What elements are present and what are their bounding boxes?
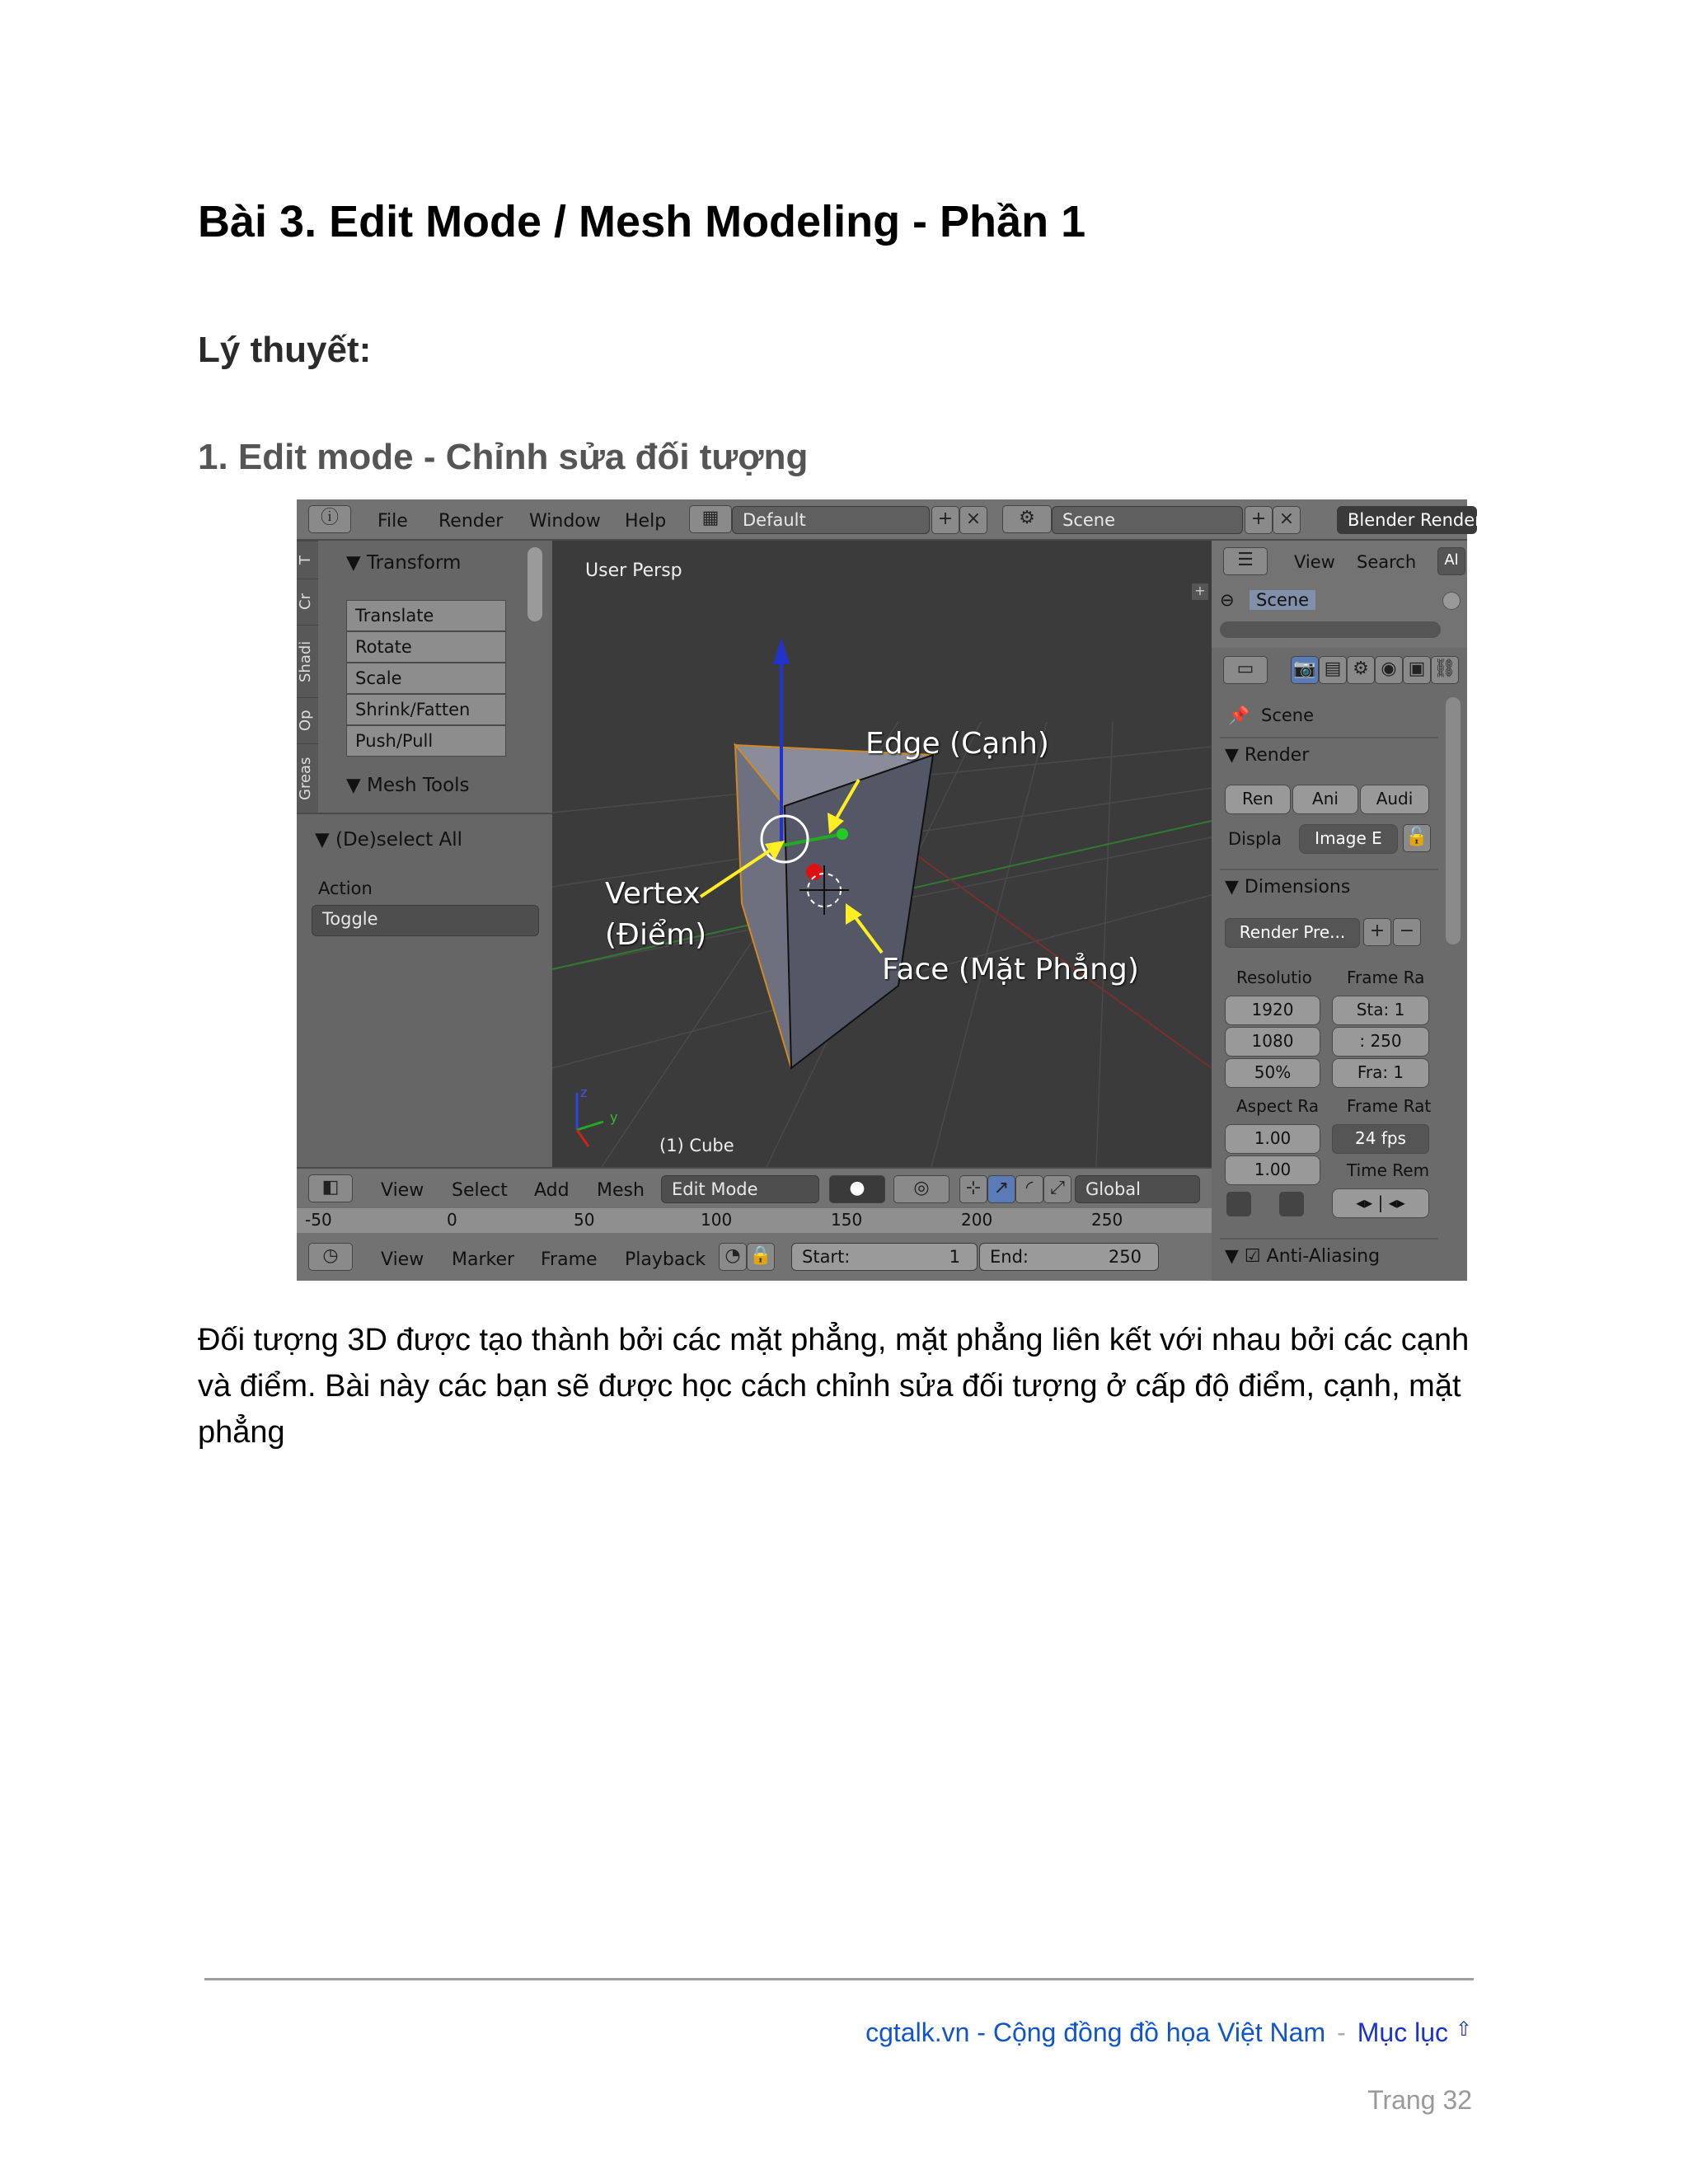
time-remapping-label: Time Rem xyxy=(1347,1160,1430,1180)
crop-checkbox[interactable] xyxy=(1279,1192,1304,1216)
toc-link[interactable] xyxy=(1357,2018,1472,2047)
render-animation-button[interactable]: Ani xyxy=(1292,785,1358,814)
y-gizmo-handle xyxy=(837,828,848,840)
rotate-manipulator-icon[interactable]: ◜ xyxy=(1015,1175,1043,1203)
close-layout-icon[interactable]: × xyxy=(959,506,987,534)
timeline-menu-frame[interactable]: Frame xyxy=(541,1249,598,1270)
outliner-collapse-icon[interactable]: ⊖ xyxy=(1220,590,1235,610)
page-title: Bài 3. Edit Mode / Mesh Modeling - Phần 1 xyxy=(198,197,1086,246)
outliner-scene-label: Scene xyxy=(1256,590,1310,610)
constraints-tab-icon[interactable]: ⛓ xyxy=(1431,656,1459,684)
viewport-header xyxy=(297,1167,1212,1208)
mode-select[interactable] xyxy=(661,1175,819,1203)
transform-header[interactable]: ▼ Transform xyxy=(346,552,462,574)
menu-render[interactable]: Render xyxy=(438,511,504,532)
tick-neg-50: -50 xyxy=(305,1210,332,1230)
prop-scene-label: Scene xyxy=(1261,705,1315,725)
section-subtitle: Lý thuyết: xyxy=(198,330,372,370)
layout-icon[interactable]: ▦ xyxy=(689,505,732,533)
shrink-fatten-button[interactable]: Shrink/Fatten xyxy=(346,694,506,725)
push-pull-button[interactable]: Push/Pull xyxy=(346,725,506,757)
translate-manipulator-icon[interactable]: ↗ xyxy=(987,1175,1015,1203)
tab-options[interactable]: Op xyxy=(297,697,318,743)
section-heading: 1. Edit mode - Chỉnh sửa đối tượng xyxy=(198,437,809,477)
tab-tools[interactable]: T xyxy=(297,541,318,579)
end-value: 250 xyxy=(1108,1247,1142,1267)
keying-icon[interactable]: ◔ xyxy=(719,1243,747,1271)
shading-icon[interactable]: ● xyxy=(829,1175,885,1203)
resolution-label: Resolutio xyxy=(1236,968,1312,987)
mesh-tools-header[interactable]: ▼ Mesh Tools xyxy=(346,775,470,796)
menu-mesh[interactable]: Mesh xyxy=(597,1180,645,1201)
render-panel-header[interactable]: ▼ Render xyxy=(1220,737,1438,773)
deselect-all-header[interactable]: ▼ (De)select All xyxy=(315,829,462,851)
translate-button[interactable]: Translate xyxy=(346,600,506,631)
axis-widget xyxy=(577,1093,603,1146)
footer-divider xyxy=(204,1978,1474,1980)
fps-select[interactable]: 24 fps xyxy=(1332,1124,1429,1154)
frame-range-label: Frame Ra xyxy=(1347,968,1425,987)
layout-field[interactable]: Default xyxy=(732,506,930,534)
footer-site-link[interactable]: cgtalk.vn - Cộng đồng đồ họa Việt Nam xyxy=(865,2018,1326,2047)
timeline-header xyxy=(297,1233,1212,1281)
tick-0: 0 xyxy=(447,1210,457,1230)
3d-viewport[interactable] xyxy=(552,541,1212,1167)
lock-icon[interactable]: 🔒 xyxy=(747,1243,775,1271)
rotate-button[interactable]: Rotate xyxy=(346,631,506,663)
footer-separator: - xyxy=(1337,2018,1346,2047)
scale-button[interactable]: Scale xyxy=(346,663,506,694)
body-paragraph: Đối tượng 3D được tạo thành bởi các mặt phẳng, mặt phẳng liên kết với nhau bởi các cạnh và điểm. Bài này các bạn sẽ được học cách chỉnh sửa đối tượng ở cấp độ điểm, cạnh, mặt phẳng xyxy=(198,1323,1470,1450)
display-lock-icon[interactable]: 🔓 xyxy=(1403,824,1431,852)
engine-field[interactable]: Blender Render xyxy=(1337,506,1477,534)
menu-view[interactable]: View xyxy=(381,1180,424,1201)
outliner-menu-search[interactable]: Search xyxy=(1357,552,1417,572)
blender-screenshot xyxy=(297,499,1482,1281)
render-audio-button[interactable]: Audi xyxy=(1360,785,1429,814)
render-tab-icon[interactable]: 📷 xyxy=(1291,656,1319,684)
mode-select-label: Edit Mode xyxy=(672,1179,758,1199)
pin-icon[interactable]: 📌 xyxy=(1228,705,1250,725)
face-annotation: Face (Mặt Phẳng) xyxy=(882,953,1139,987)
editor-type-icon[interactable]: ◧ xyxy=(308,1174,353,1202)
timeline-icon[interactable]: ◷ xyxy=(308,1243,353,1271)
tool-shelf-tabs xyxy=(297,541,318,813)
menu-help[interactable]: Help xyxy=(625,511,667,532)
edge-annotation: Edge (Cạnh) xyxy=(865,727,1049,761)
scene-icon[interactable]: ⚙ xyxy=(1002,505,1052,533)
viewport-label: User Persp xyxy=(585,560,682,581)
render-image-button[interactable]: Ren xyxy=(1225,785,1291,814)
manipulator-icon[interactable]: ⊹ xyxy=(959,1175,987,1203)
menu-add[interactable]: Add xyxy=(534,1180,570,1201)
properties-type-icon[interactable]: ▭ xyxy=(1223,656,1268,684)
outliner-scene-item[interactable] xyxy=(1250,590,1315,610)
vertex-annotation-vi: (Điểm) xyxy=(605,918,707,952)
resolution-y-field[interactable]: 1080 xyxy=(1225,1027,1320,1057)
menu-select[interactable]: Select xyxy=(452,1180,508,1201)
action-label: Action xyxy=(318,879,373,898)
add-preset-icon[interactable]: + xyxy=(1363,918,1391,946)
outliner-visibility-icon[interactable] xyxy=(1442,592,1461,610)
start-value: 1 xyxy=(949,1247,960,1267)
menu-window[interactable]: Window xyxy=(529,511,601,532)
outliner-menu-view[interactable]: View xyxy=(1294,552,1335,572)
axis-y-label: y xyxy=(610,1109,618,1125)
aspect-y-field[interactable]: 1.00 xyxy=(1225,1155,1320,1185)
tick-200: 200 xyxy=(961,1210,993,1230)
properties-scrollbar[interactable] xyxy=(1446,697,1461,944)
close-scene-icon[interactable]: × xyxy=(1273,506,1301,534)
frame-rate-label: Frame Rat xyxy=(1347,1096,1432,1116)
tick-100: 100 xyxy=(701,1210,733,1230)
scene-field[interactable]: Scene xyxy=(1052,506,1243,534)
display-label: Displa xyxy=(1228,829,1282,849)
remove-preset-icon[interactable]: − xyxy=(1393,918,1421,946)
start-label: Start: xyxy=(802,1247,851,1267)
end-label: End: xyxy=(990,1247,1029,1267)
add-layout-icon[interactable]: + xyxy=(931,506,959,534)
tick-250: 250 xyxy=(1091,1210,1123,1230)
object-tab-icon[interactable]: ▣ xyxy=(1403,656,1431,684)
aspect-ratio-label: Aspect Ra xyxy=(1236,1096,1320,1116)
time-remap-fields[interactable]: ◂▸ | ◂▸ xyxy=(1332,1188,1429,1218)
active-object-label: (1) Cube xyxy=(659,1136,734,1155)
tab-create[interactable]: Cr xyxy=(297,579,318,625)
menu-file[interactable]: File xyxy=(377,511,408,532)
cube-front-face xyxy=(785,755,933,1068)
outliner xyxy=(1212,541,1467,648)
frame-step-field[interactable]: Fra: 1 xyxy=(1332,1058,1429,1088)
end-frame-field[interactable] xyxy=(979,1243,1159,1271)
pivot-icon[interactable]: ◎ xyxy=(893,1175,950,1203)
timeline-menu-marker[interactable]: Marker xyxy=(452,1249,515,1270)
timeline-ruler[interactable] xyxy=(297,1208,1212,1233)
tool-shelf xyxy=(297,541,552,1231)
anti-aliasing-label: Anti-Aliasing xyxy=(1266,1246,1381,1267)
properties-area xyxy=(1212,541,1467,1281)
layers-tab-icon[interactable]: ▤ xyxy=(1319,656,1347,684)
tab-grease-pencil[interactable]: Greas xyxy=(297,743,318,813)
tick-150: 150 xyxy=(831,1210,863,1230)
world-tab-icon[interactable]: ◉ xyxy=(1375,656,1403,684)
start-frame-field[interactable] xyxy=(791,1243,978,1271)
frame-end-field[interactable]: : 250 xyxy=(1332,1027,1429,1057)
timeline-menu-playback[interactable]: Playback xyxy=(625,1249,706,1270)
viewport-plus-icon[interactable]: + xyxy=(1192,583,1208,600)
info-icon[interactable]: ⓘ xyxy=(308,505,351,533)
resolution-x-field[interactable]: 1920 xyxy=(1225,996,1320,1025)
outliner-type-icon[interactable]: ☰ xyxy=(1223,547,1268,575)
orientation-select[interactable]: Global xyxy=(1075,1175,1200,1203)
add-scene-icon[interactable]: + xyxy=(1245,506,1273,534)
dimensions-panel-header[interactable]: ▼ Dimensions xyxy=(1220,869,1438,905)
timeline-menu-view[interactable]: View xyxy=(381,1249,424,1270)
display-select[interactable]: Image E xyxy=(1299,824,1398,854)
arrow-up-icon: ⇧ xyxy=(1455,2018,1472,2041)
shelf-scrollbar[interactable] xyxy=(528,547,542,621)
aspect-x-field[interactable]: 1.00 xyxy=(1225,1124,1320,1154)
footer xyxy=(865,2018,1472,2048)
scene-tab-icon[interactable]: ⚙ xyxy=(1347,656,1375,684)
scale-manipulator-icon[interactable]: ⤢ xyxy=(1043,1175,1071,1203)
outliner-display-field[interactable]: Al xyxy=(1437,547,1465,575)
axis-z-label: z xyxy=(580,1085,588,1100)
render-preset-select[interactable]: Render Pre... xyxy=(1225,918,1360,948)
tab-shading[interactable]: Shadi xyxy=(297,625,318,697)
shelf-divider xyxy=(297,813,552,814)
border-checkbox[interactable] xyxy=(1226,1192,1251,1216)
z-gizmo-arrow xyxy=(773,638,790,664)
toc-link-label: Mục lục xyxy=(1357,2018,1448,2047)
page-number: Trang 32 xyxy=(1367,2085,1472,2115)
resolution-percent-field[interactable]: 50% xyxy=(1225,1058,1320,1088)
toggle-select[interactable]: Toggle xyxy=(312,905,539,936)
vertex-annotation: Vertex xyxy=(605,877,701,911)
frame-start-field[interactable]: Sta: 1 xyxy=(1332,996,1429,1025)
tick-50: 50 xyxy=(574,1210,595,1230)
blender-top-bar xyxy=(297,499,1482,541)
outliner-scrollbar[interactable] xyxy=(1220,621,1441,638)
anti-aliasing-panel-header[interactable]: ▼ ☑ Anti-Aliasing xyxy=(1220,1238,1438,1274)
viewport-scene xyxy=(552,541,1212,1167)
